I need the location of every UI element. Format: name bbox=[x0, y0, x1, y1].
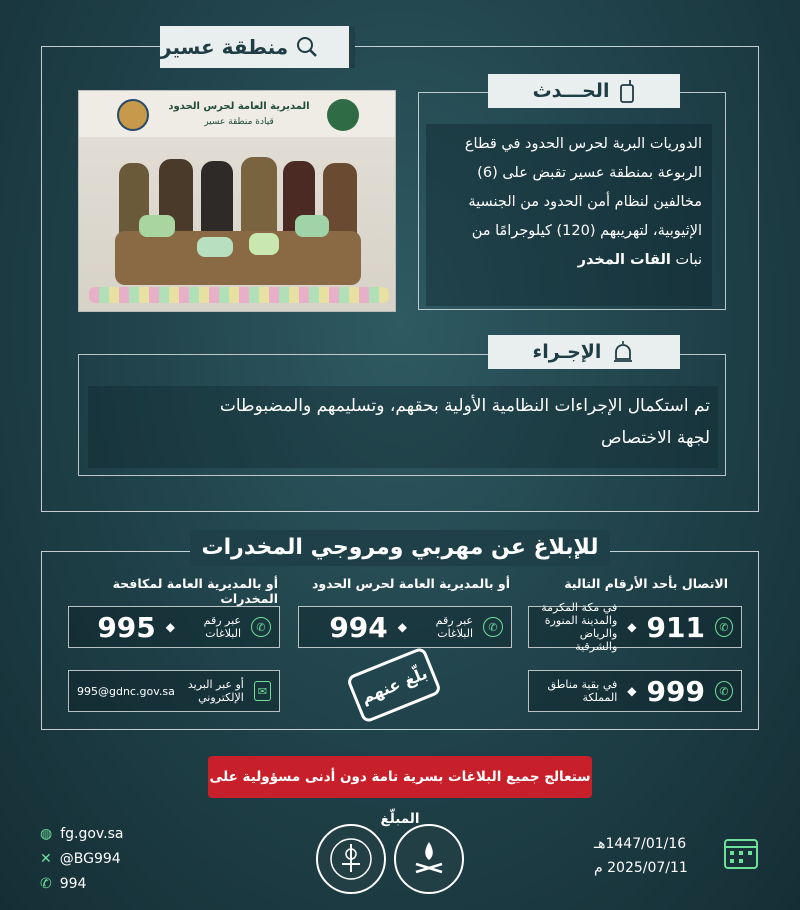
siren-icon bbox=[611, 341, 635, 363]
action-description bbox=[88, 386, 718, 468]
region-tag bbox=[160, 26, 355, 68]
date-gregorian: 2025/07/11 م bbox=[594, 860, 688, 876]
event-line: مخالفين لنظام أمن الحدود من الجنسية bbox=[468, 194, 702, 210]
arrow-icon: ◆ bbox=[627, 620, 637, 634]
mail-icon: ✉ bbox=[254, 681, 271, 701]
event-description bbox=[426, 124, 712, 306]
arrow-icon: ◆ bbox=[627, 684, 637, 698]
hotline-999[interactable] bbox=[528, 670, 742, 712]
col1-heading: الاتصال بأحد الأرقام التالية bbox=[564, 576, 728, 591]
event-line: الإثيوبية، لتهريبهم (120) كيلوجرامًا من bbox=[471, 223, 702, 239]
number-911: 911 bbox=[646, 610, 705, 644]
number-995-desc: عبر رقم البلاغات bbox=[203, 614, 241, 640]
email-contact[interactable] bbox=[68, 670, 280, 712]
region-title: منطقة عسير bbox=[160, 35, 289, 59]
calendar-icon bbox=[722, 834, 760, 872]
photo-banner-title: المديرية العامة لحرس الحدود bbox=[168, 101, 310, 112]
event-line: الربوعة بمنطقة عسير تقبض على (6) bbox=[477, 165, 702, 181]
border-guard-emblem bbox=[316, 824, 386, 894]
action-line: تم استكمال الإجراءات النظامية الأولية بحقهم، وتسليمهم والمضبوطات bbox=[219, 396, 710, 416]
event-heading: الحـــدث bbox=[532, 80, 610, 102]
seizure-photo bbox=[78, 90, 396, 312]
footer-twitter[interactable]: ✕ @BG994 bbox=[40, 851, 121, 867]
date-hijri: 1447/01/16هـ bbox=[594, 836, 687, 852]
number-999-desc: في بقية مناطق المملكة bbox=[547, 678, 618, 704]
event-heading-tag bbox=[488, 74, 680, 108]
radio-icon bbox=[619, 79, 635, 103]
number-911-desc: في مكة المكرمة والمدينة المنورة والرياض والشرقية bbox=[541, 601, 618, 653]
action-heading: الإجـراء bbox=[532, 341, 602, 363]
arrow-icon: ◆ bbox=[397, 620, 407, 634]
phone-icon: ✆ bbox=[483, 617, 503, 637]
arrow-icon: ◆ bbox=[165, 620, 175, 634]
hotline-911[interactable] bbox=[528, 601, 742, 653]
action-heading-tag bbox=[488, 335, 680, 369]
footer-phone[interactable]: ✆ 994 bbox=[40, 876, 87, 892]
number-994: 994 bbox=[329, 610, 388, 644]
footer-website[interactable]: ◍ fg.gov.sa bbox=[40, 826, 124, 842]
number-995: 995 bbox=[97, 610, 156, 644]
search-icon bbox=[296, 36, 318, 58]
report-title: للإبلاغ عن مهربي ومروجي المخدرات bbox=[190, 530, 610, 566]
col2-heading: أو بالمديرية العامة لحرس الحدود bbox=[311, 576, 510, 591]
event-highlight: القات المخدر bbox=[577, 252, 671, 268]
photo-banner-subtitle: قيادة منطقة عسير bbox=[204, 117, 274, 127]
number-999: 999 bbox=[646, 674, 705, 708]
number-994-desc: عبر رقم البلاغات bbox=[435, 614, 473, 640]
x-icon: ✕ bbox=[40, 851, 52, 867]
action-line: لجهة الاختصاص bbox=[600, 428, 710, 448]
event-line: الدوريات البرية لحرس الحدود في قطاع bbox=[464, 136, 702, 152]
email-address[interactable]: 995@gdnc.gov.sa bbox=[77, 684, 175, 698]
photo-emblem-left bbox=[117, 99, 149, 131]
phone-icon: ✆ bbox=[715, 617, 733, 637]
globe-icon: ◍ bbox=[40, 826, 53, 842]
event-line: نبات bbox=[675, 252, 702, 268]
phone-icon: ✆ bbox=[715, 681, 733, 701]
col3-heading: أو بالمديرية العامة لمكافحة المخدرات bbox=[112, 576, 278, 606]
confidentiality-notice: ستعالج جميع البلاغات بسرية تامة دون أدنى مسؤولية على المبلّغ bbox=[208, 756, 592, 798]
phone-icon: ✆ bbox=[40, 876, 52, 892]
photo-emblem-right bbox=[327, 99, 359, 131]
email-desc: أو عبر البريد الإلكتروني bbox=[187, 678, 244, 704]
saudi-emblem bbox=[394, 824, 464, 894]
hotline-994[interactable] bbox=[298, 606, 512, 648]
report-stamp: بلّغ عنهم bbox=[346, 646, 443, 724]
phone-icon: ✆ bbox=[251, 617, 271, 637]
hotline-995[interactable] bbox=[68, 606, 280, 648]
